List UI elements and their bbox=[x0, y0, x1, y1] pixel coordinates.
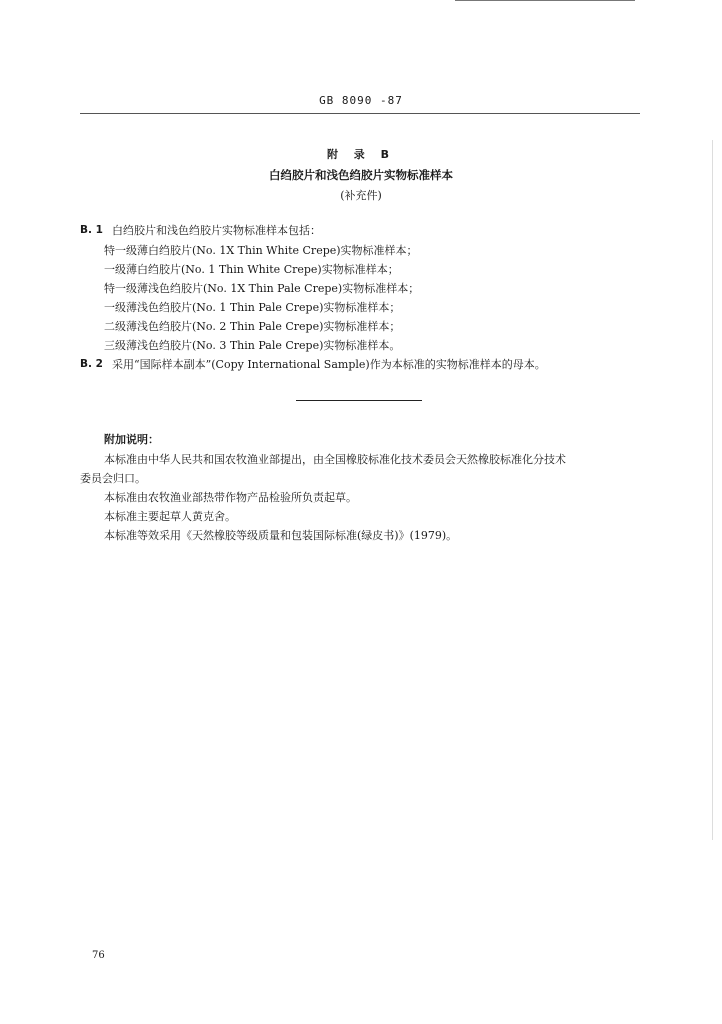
clause-text-b2: 采用“国际样本副本”(Copy International Sample)作为本标准的实物标准样本的母本。 bbox=[112, 358, 546, 371]
note-paragraph: 本标准由农牧渔业部热带作物产品检验所负责起草。 bbox=[104, 491, 357, 504]
section-divider bbox=[296, 400, 422, 401]
clause-number-b1: B. 1 bbox=[80, 224, 103, 236]
scan-artifact bbox=[712, 140, 713, 840]
appendix-label: 附 录 B bbox=[326, 148, 396, 161]
standard-code-header: GB 8090 -87 bbox=[319, 94, 403, 107]
list-item: 三级薄浅色绉胶片(No. 3 Thin Pale Crepe)实物标准样本。 bbox=[104, 339, 401, 352]
clause-number-b2: B. 2 bbox=[80, 358, 103, 370]
appendix-title: 白绉胶片和浅色绉胶片实物标准样本 bbox=[269, 168, 453, 182]
clause-text-b1: 白绉胶片和浅色绉胶片实物标准样本包括： bbox=[112, 224, 321, 237]
note-paragraph: 委员会归口。 bbox=[80, 472, 146, 485]
page-number: 76 bbox=[92, 950, 105, 961]
note-paragraph: 本标准由中华人民共和国农牧渔业部提出，由全国橡胶标准化技术委员会天然橡胶标准化分技术 bbox=[104, 453, 566, 466]
note-paragraph: 本标准等效采用《天然橡胶等级质量和包装国际标准(绿皮书)》(1979)。 bbox=[104, 529, 458, 542]
list-item: 一级薄白绉胶片(No. 1 Thin White Crepe)实物标准样本； bbox=[104, 263, 399, 276]
additional-notes-heading: 附加说明： bbox=[104, 433, 159, 446]
header-rule bbox=[80, 113, 640, 114]
list-item: 特一级薄白绉胶片(No. 1X Thin White Crepe)实物标准样本； bbox=[104, 244, 418, 257]
appendix-note: (补充件) bbox=[340, 189, 382, 202]
list-item: 一级薄浅色绉胶片(No. 1 Thin Pale Crepe)实物标准样本； bbox=[104, 301, 401, 314]
scan-artifact bbox=[455, 0, 635, 1]
list-item: 二级薄浅色绉胶片(No. 2 Thin Pale Crepe)实物标准样本； bbox=[104, 320, 401, 333]
note-paragraph: 本标准主要起草人黄克舍。 bbox=[104, 510, 236, 523]
list-item: 特一级薄浅色绉胶片(No. 1X Thin Pale Crepe)实物标准样本； bbox=[104, 282, 420, 295]
